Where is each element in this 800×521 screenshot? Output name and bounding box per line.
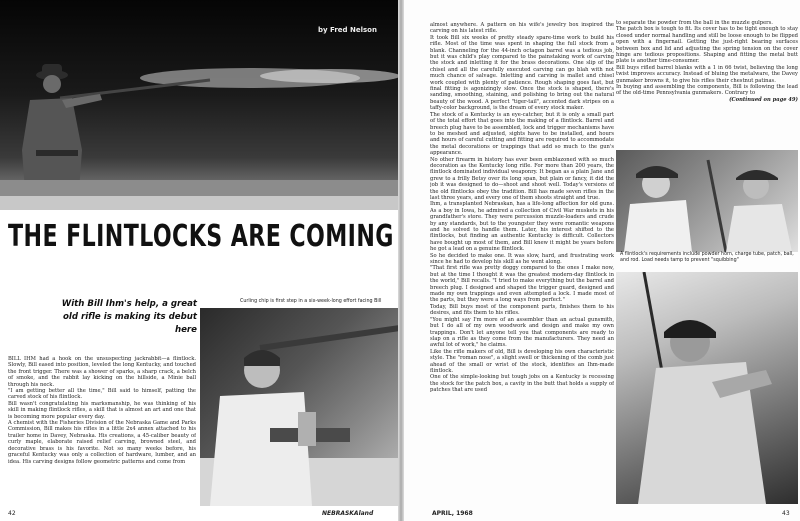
body-paragraph: to separate the powder from the ball in the muzzle gulpers. <box>616 20 773 26</box>
photo-man-carving-stock <box>200 308 400 506</box>
body-paragraph: BILL IHM had a hook on the unsuspecting jackrabbit—a flintlock. Slowly, Bill eased into position, leveled the long Kentucky, and touched the front trigger. There was a shower of sparks, a sharp crack, a belch of smoke, and the rabbit lay kicking on the hillside, a Minie ball through his neck. <box>8 356 196 388</box>
carver-silhouette <box>200 308 400 506</box>
body-paragraph: The stock of a Kentucky is an eye-catcher, but it is only a small part of the total effort that goes into the making of a flintlock. Barrel and breech plug have to be assembled, lock and trigger mechanisms have to be meshed and adjusted, sights have to be installed, and hours and hours of careful cutting and fitting are required to accommodate the metal decorations or trappings that add so much to the gun's appearance. <box>430 111 614 157</box>
body-paragraph: Ihm, a transplanted Nebraskan, has a life-long affection for old guns. As a boy in Iowa, he admired a collection of Civil War muskets in his grandfather's store. They were percussion muzzle-loaders and crude by any standards, but to the youngster they were romantic weapons and he solved to handle them. Later, his interest shifted to the flintlocks, but finding an authentic Kentucky is difficult. Collectors have bought up most of them, and Bill knew it might be years before he got a lead on a genuine flintlock. <box>430 201 614 253</box>
ramrod-photo-silhouette <box>616 272 798 504</box>
right-body-column-2 <box>616 20 798 138</box>
body-paragraph-text: In buying and assembling the components, Bill is following the lead of the old-time Pennsylvania gunmakers. Contrary to <box>616 84 798 97</box>
body-paragraph: "That first rifle was pretty doggy compared to the ones I make now, but at the time I thought it was the greatest modern-day flintlock in the world," Bill recalls. "I tried to make everything but the barrel and breech plug. I designed and shaped the trigger guard, designed and made my own trappings and even attempted a lock. I made most of the parts, but they were a long ways from perfect." <box>430 265 614 304</box>
body-paragraph: The patch box is tough to fit. Its cover has to be tight enough to stay closed under normal handling and still be loose enough to be flipped open with a fingernail. Getting the just-right bearing surfaces between box and lid and adjusting the spring tension on the cover hinge are tedious propositions. Shaping and fitting the metal butt plate is another time-consumer. <box>616 26 798 65</box>
photo-caption-left: Curling chip is first step in a six-week-long effort facing Bill <box>240 299 382 304</box>
body-paragraph: Bill buys rifled barrel blanks with a 1 in 66 twist, believing the long twist improves accuracy. Instead of bluing the metalware, the Davey gunmaker browns it, to give his rifles their chestnut patinas. <box>616 64 798 84</box>
headline <box>0 214 400 260</box>
body-paragraph: Like the rifle makers of old, Bill is developing his own characteristic style. The "roman nose", a slight swell or thickening of the comb just ahead of the small or wrist of the stock, identifies an Ihm-made flintlock. <box>430 348 614 374</box>
body-paragraph <box>616 84 798 103</box>
page-number-left: 42 <box>8 510 16 517</box>
page-number-right: 43 <box>782 510 790 517</box>
body-paragraph: It took Bill six weeks of pretty steady spare-time work to build his rifle. Most of the time was spent in shaping the full stock from a blank. Channeling for the 44-inch octagon barrel was a tedious job, but it was child's play compared to the painstaking work of carving the stock and inletting it for the brass decorations. One slip of the chisel and all the carefully executed carving can go blah with not much chance of salvage. Inletting and carving is mallet and chisel work coupled with plenty of patience. Rough shaping goes fast, but final fitting is agonizingly slow. Once the stock is shaped, there's sanding, smoothing, staining, and polishing to bring out the natural beauty of the wood. A perfect "tiger-tail", accented dark stripes on a taffy-color background, is the dream of every stock maker. <box>430 34 614 112</box>
byline: by Fred Nelson <box>318 26 377 34</box>
hero-photo-rifleman <box>0 0 400 210</box>
body-paragraph: almost anywhere. A pattern on his wife's jewelry box inspired the carving on his latest rifle. <box>430 22 614 35</box>
body-paragraph: No other firearm in history has ever been emblazoned with so much decoration as the Kentucky long rifle. For more than 200 years, the flintlock dominated individual weaponry. It began as a plain Jane and grew to a frilly Betsy over its long span, but plain or fancy, it did the job it was designed to do—shoot and shoot well. Today's versions of the old flintlocks obey the tradition. Bill has made seven rifles in the last three years, and every one of them shoots straight and true. <box>430 156 614 201</box>
body-paragraph: A chemist with the Fisheries Division of the Nebraska Game and Parks Commission, Bill makes his rifles in a little 2x4 annex attached to his trailer home in Davey, Nebraska. His creations, a 45-caliber beauty of curly maple, elaborate raised relief carving, browned steel, and decorative brass is his favorite. Not so many weeks before, his graceful Kentucky was only a collection of hardware, lumber, and an idea. His carving designs follow geometric patterns and come from <box>8 420 196 465</box>
body-paragraph: So he decided to make one. It was slow, hard, and frustrating work since he had to develop his skill as he went along. <box>430 252 614 266</box>
body-paragraph: "You might say I'm more of an assembler than an actual gunsmith, but I do all of my own woodwork and design and make my own trappings. Don't let anyone tell you that components are ready to slap on a rifle as they come from the manufacturers. They need an awful lot of work," he claims. <box>430 316 614 349</box>
right-body-column-1 <box>430 22 614 506</box>
headline-text: THE FLINTLOCKS ARE COMING <box>8 219 394 254</box>
photo-caption-right: A flintlock's requirements include powder horn, charge tube, patch, ball, and rod. Load needs tamp to prevent "squibbing" <box>620 252 794 263</box>
body-paragraph: One of the simple-looking but tough jobs on a Kentucky is recessing the stock for the patch box, a cavity in the butt that holds a supply of patches that are used <box>430 374 614 394</box>
body-paragraph: Today, Bill buys most of the component parts, finishes them to his desires, and fits them to his rifles. <box>430 303 614 317</box>
issue-date: APRIL, 1968 <box>432 510 473 517</box>
loading-photo-silhouette <box>616 150 798 252</box>
body-paragraph: "I am getting better all the time," Bill said to himself, patting the carved stock of his flintlock. <box>8 388 196 401</box>
right-page <box>404 0 800 521</box>
body-paragraph: Bill wasn't congratulating his marksmanship, he was thinking of his skill in making flintlock rifles, a skill that is almost an art and one that is becoming more popular every day. <box>8 400 196 420</box>
continued-note: (Continued on page 49) <box>729 96 798 103</box>
left-body-text <box>8 356 196 504</box>
photo-ramrod-loading <box>616 272 798 504</box>
magazine-name: NEBRASKAland <box>322 510 374 517</box>
photo-loading-components <box>616 150 798 252</box>
subhead: With Bill Ihm's help, a great old rifle is making its debut here <box>61 299 197 335</box>
